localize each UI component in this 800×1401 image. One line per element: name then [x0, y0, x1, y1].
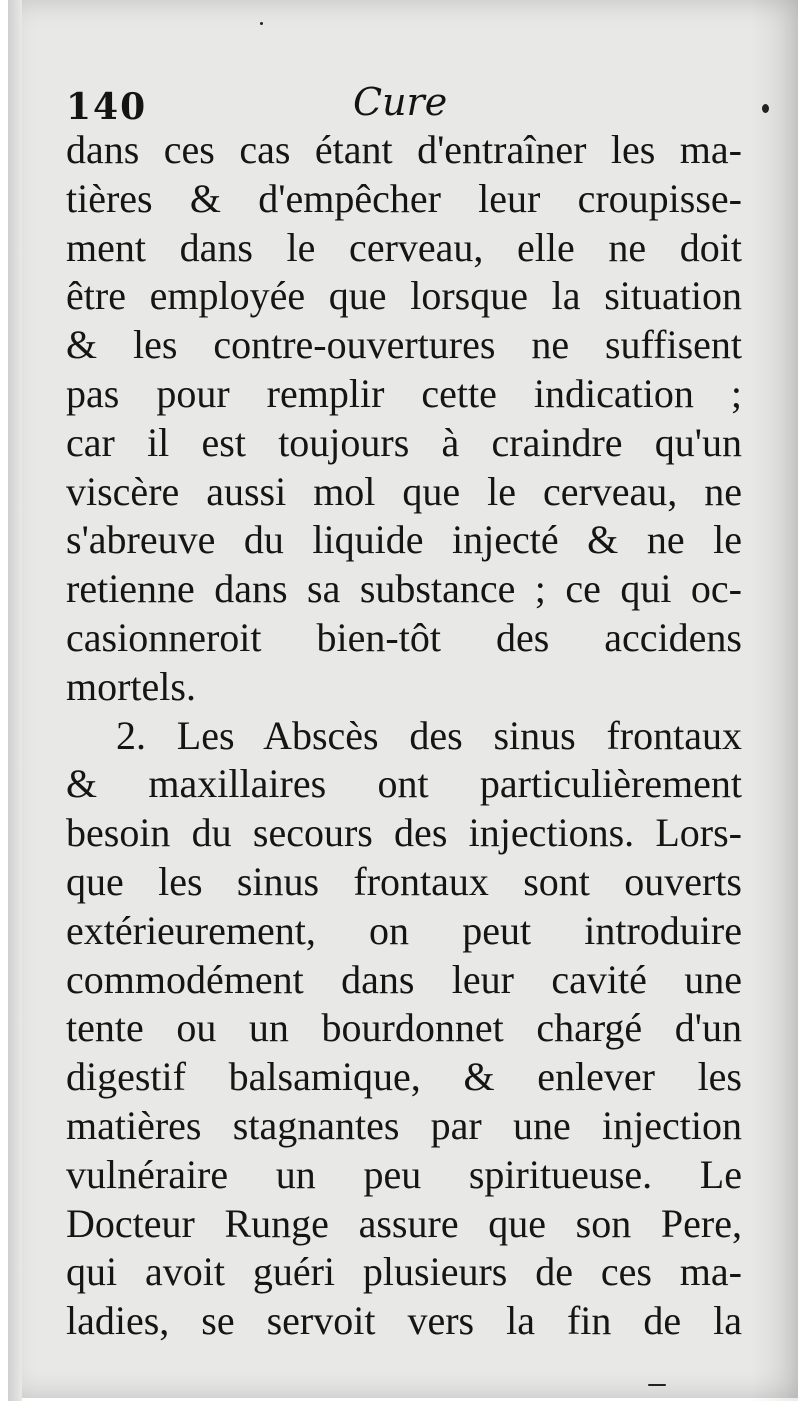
- text-line: mortels.: [66, 663, 196, 709]
- text-line: & maxillaires ont particulièrement: [66, 761, 742, 807]
- text-line: extérieurement, on peut introduire: [66, 907, 742, 953]
- text-line: casionneroit bien-tôt des accidens: [66, 614, 742, 660]
- text-line: matières stagnantes par une injection: [66, 1102, 742, 1148]
- ink-speck: [648, 1384, 666, 1386]
- text-line: viscère aussi mol que le cerveau, ne: [66, 468, 742, 514]
- text-line: pas pour remplir cette indication ;: [66, 370, 742, 416]
- text-line: s'abreuve du liquide injecté & ne le: [66, 517, 742, 563]
- text-line: que les sinus frontaux sont ouverts: [66, 858, 742, 904]
- ink-speck: [260, 22, 263, 25]
- running-title: Cure: [353, 80, 448, 124]
- ink-speck: [762, 104, 769, 113]
- text-line: être employée que lorsque la situation: [66, 273, 742, 319]
- body-text: [66, 126, 742, 1346]
- page-number: 140: [66, 86, 148, 128]
- text-line: Docteur Runge assure que son Pere,: [66, 1200, 742, 1246]
- text-line: dans ces cas étant d'entraîner les ma-: [66, 127, 742, 172]
- page-edge-shadow: [750, 0, 798, 1401]
- text-line: car il est toujours à craindre qu'un: [66, 419, 742, 465]
- text-line: tente ou un bourdonnet chargé d'un: [66, 1005, 742, 1051]
- text-line: & les contre-ouvertures ne suffisent: [66, 322, 742, 368]
- text-line: commodément dans leur cavité une: [66, 956, 742, 1002]
- book-page: [8, 0, 798, 1398]
- text-line: ment dans le cerveau, elle ne doit: [66, 224, 742, 270]
- text-line: qui avoit guéri plusieurs de ces ma-: [66, 1249, 742, 1295]
- text-line: retienne dans sa substance ; ce qui oc-: [66, 566, 742, 612]
- text-line: ladies, se servoit vers la fin de la: [66, 1298, 742, 1344]
- text-line: 2. Les Abscès des sinus frontaux: [116, 712, 742, 758]
- page-header: [66, 78, 746, 130]
- binding-shadow: [8, 0, 22, 1401]
- text-line: tières & d'empêcher leur croupisse-: [66, 175, 742, 221]
- text-line: vulnéraire un peu spiritueuse. Le: [66, 1151, 742, 1197]
- text-line: besoin du secours des injections. Lors-: [66, 810, 742, 856]
- text-line: digestif balsamique, & enlever les: [66, 1054, 742, 1100]
